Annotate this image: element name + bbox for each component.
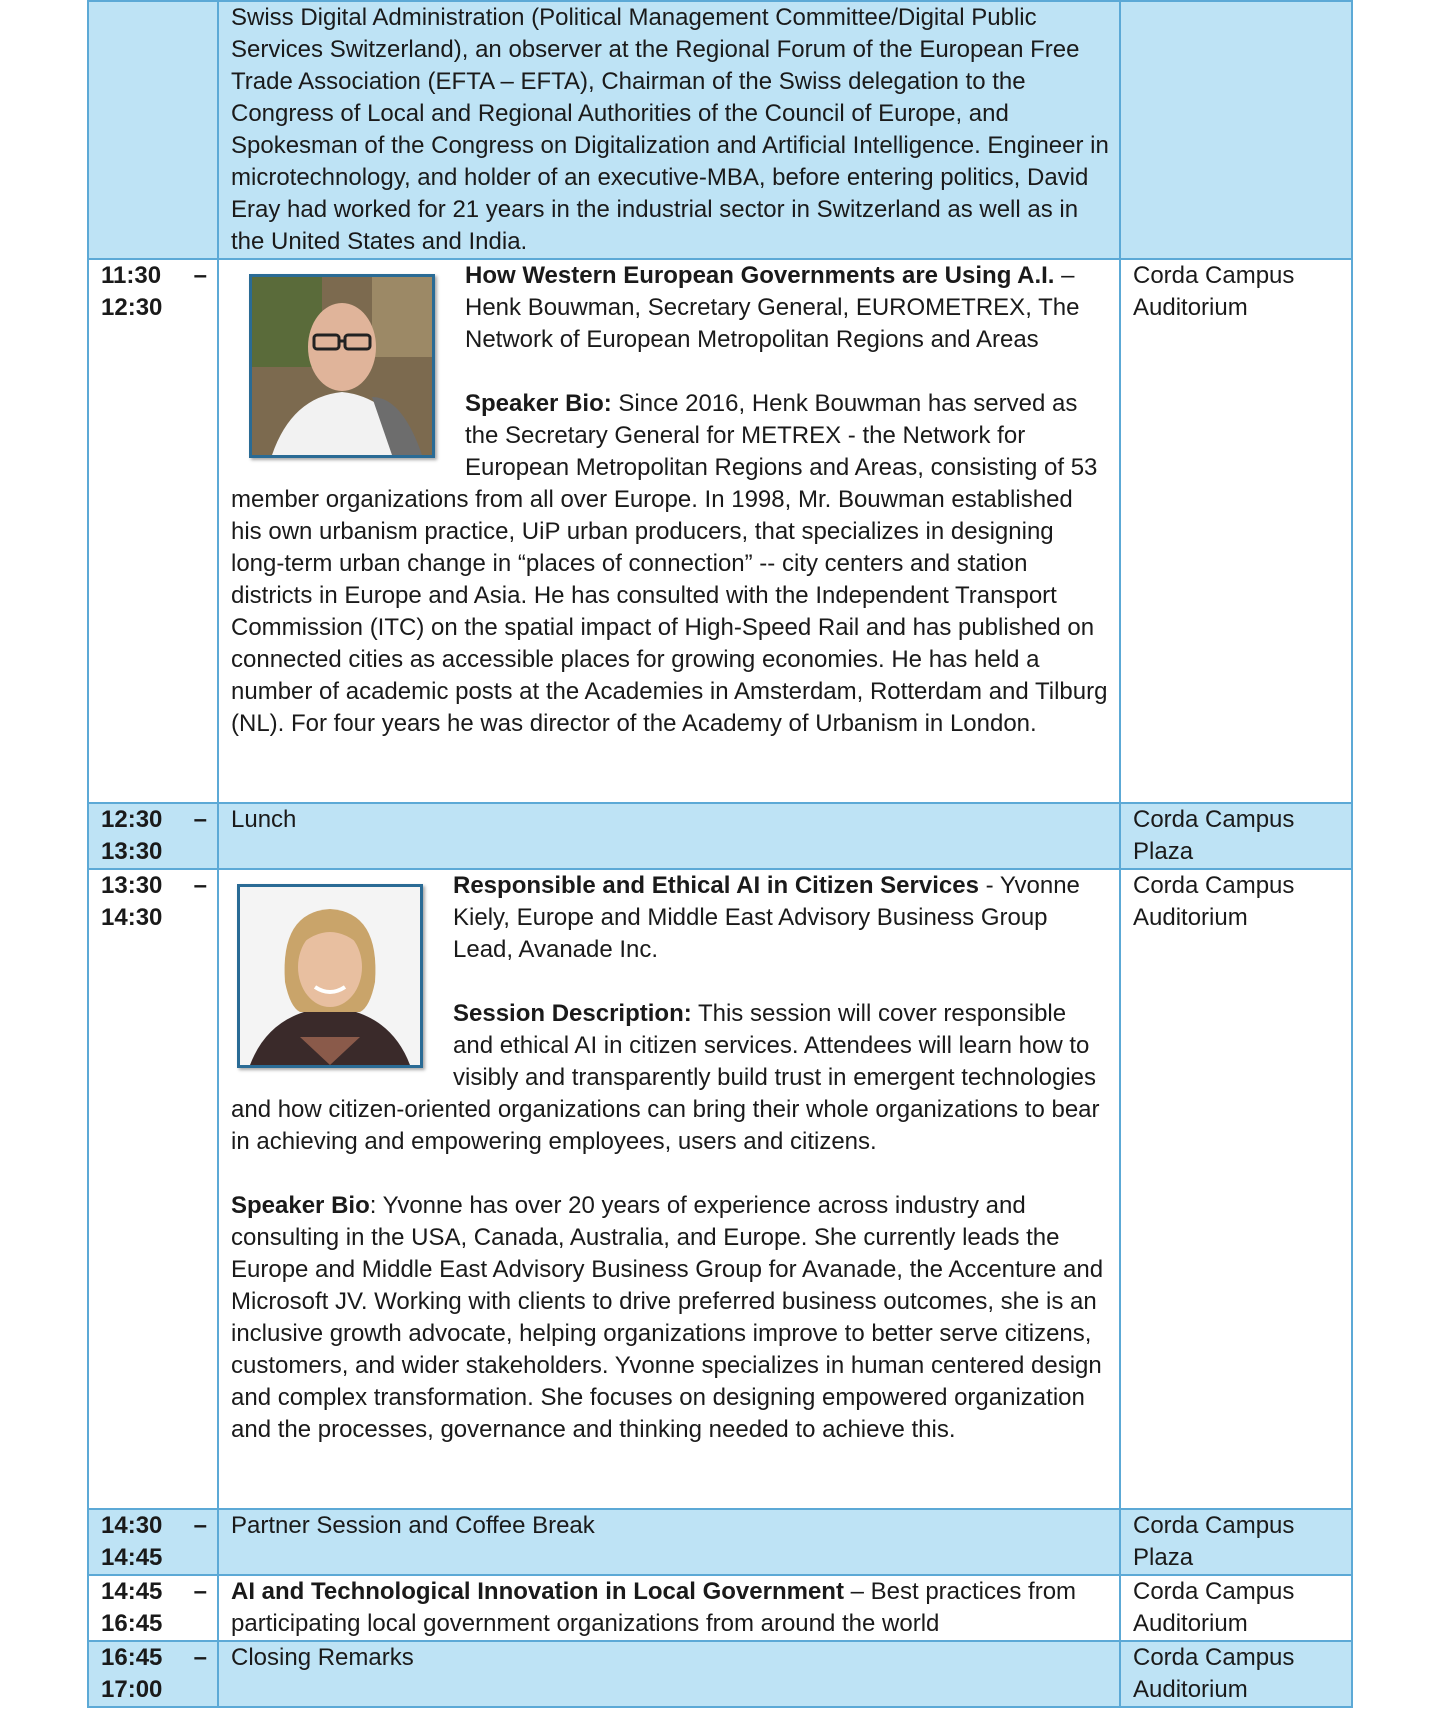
- agenda-row: [88, 803, 1352, 869]
- time-cell: [88, 869, 218, 1509]
- speaker-photo-yvonne-kiely: [237, 884, 423, 1068]
- start-time: 12:30: [101, 806, 163, 833]
- start-time: 13:30: [101, 872, 163, 899]
- agenda-row: [88, 259, 1352, 803]
- time-dash: –: [193, 1512, 207, 1539]
- start-time: 14:45: [101, 1578, 163, 1605]
- session-speaker: – Henk Bouwman, Secretary General, EUROMETREX, The Network of European Metropolitan Regions and Areas: [465, 262, 1080, 353]
- end-time: 14:45: [101, 1544, 163, 1571]
- location-text: Corda Campus Auditorium: [1133, 1644, 1295, 1703]
- time-cell: [88, 1, 218, 259]
- end-time: 14:30: [101, 904, 163, 931]
- start-time: 16:45: [101, 1644, 163, 1671]
- speaker-bio-continued: Swiss Digital Administration (Political Management Committee/Digital Public Services Switzerland), an observer at the Regional Forum of the European Free Trade Association (EFTA – EFTA), Chairman of the Swiss delegation to the Congress of Local and Regional Authorities of the Council of Europe, and Spokesman of the Congress on Digitalization and Artificial Intelligence. Engineer in microtechnology, and holder of an executive-MBA, before entering politics, David Eray had worked for 21 years in the industrial sector in Switzerland as well as in the United States and India.: [231, 4, 1109, 255]
- time-dash: –: [193, 872, 207, 899]
- location-text: Corda Campus Plaza: [1133, 1512, 1295, 1571]
- agenda-row: [88, 1641, 1352, 1707]
- start-time: 11:30: [101, 262, 162, 289]
- time-cell: [88, 1575, 218, 1641]
- description-cell: [218, 869, 1120, 1509]
- speaker-photo-henk-bouwman: [249, 274, 435, 458]
- end-time: 16:45: [101, 1610, 163, 1637]
- location-cell: [1120, 1509, 1352, 1575]
- session-title: Closing Remarks: [231, 1644, 414, 1671]
- agenda-row: [88, 869, 1352, 1509]
- start-time: 14:30: [101, 1512, 163, 1539]
- speaker-bio-label: Speaker Bio: [231, 1192, 370, 1219]
- speaker-bio-text: : Yvonne has over 20 years of experience across industry and consulting in the USA, Canada, Australia, and Europe. She currently leads the Europe and Middle East Advisory Business Group for Avanade, the Accenture and Microsoft JV. Working with clients to drive preferred business outcomes, she is an inclusive growth advocate, helping organizations improve to better serve citizens, customers, and wider stakeholders. Yvonne specializes in human centered design and complex transformation. She focuses on designing empowered organization and the processes, governance and thinking needed to achieve this.: [231, 1192, 1104, 1443]
- speaker-bio-text: Since 2016, Henk Bouwman has served as the Secretary General for METREX - the Network for European Metropolitan Regions and Areas, consisting of 53 member organizations from all over Europe. In 1998, Mr. Bouwman established his own urbanism practice, UiP urban producers, that specializes in designing long-term urban change in “places of connection” -- city centers and station districts in Europe and Asia. He has consulted with the Independent Transport Commission (ITC) on the spatial impact of High-Speed Rail and has published on connected cities as accessible places for growing economies. He has held a number of academic posts at the Academies in Amsterdam, Rotterdam and Tilburg (NL). For four years he was director of the Academy of Urbanism in London.: [231, 390, 1108, 737]
- session-description-label: Session Description:: [453, 1000, 692, 1027]
- location-text: Corda Campus Plaza: [1133, 806, 1295, 865]
- location-cell: [1120, 259, 1352, 803]
- location-cell: [1120, 803, 1352, 869]
- location-cell: [1120, 1641, 1352, 1707]
- agenda-table: [87, 0, 1353, 1708]
- location-cell: [1120, 1575, 1352, 1641]
- location-text: Corda Campus Auditorium: [1133, 872, 1295, 931]
- time-cell: [88, 1509, 218, 1575]
- session-description-text: This session will cover responsible and ethical AI in citizen services. Attendees will learn how to visibly and transparently build trust in emergent technologies and how citizen-oriented organizations can bring their whole organizations to bear in achieving and empowering employees, users and citizens.: [231, 1000, 1100, 1155]
- location-text: Corda Campus Auditorium: [1133, 262, 1295, 321]
- location-cell: [1120, 869, 1352, 1509]
- location-cell: [1120, 1, 1352, 259]
- end-time: 12:30: [101, 294, 163, 321]
- session-speaker: – Best practices from participating local government organizations from around the world: [231, 1578, 1077, 1637]
- description-cell: [218, 1575, 1120, 1641]
- time-dash: –: [193, 262, 207, 289]
- agenda-row: [88, 1, 1352, 259]
- time-cell: [88, 259, 218, 803]
- speaker-bio-label: Speaker Bio:: [465, 390, 612, 417]
- description-cell: [218, 803, 1120, 869]
- session-title: Partner Session and Coffee Break: [231, 1512, 595, 1539]
- time-dash: –: [193, 806, 207, 833]
- time-dash: –: [193, 1644, 207, 1671]
- session-speaker: - Yvonne Kiely, Europe and Middle East Advisory Business Group Lead, Avanade Inc.: [453, 872, 1080, 963]
- description-cell: [218, 259, 1120, 803]
- session-title: How Western European Governments are Using A.I.: [465, 262, 1055, 289]
- end-time: 17:00: [101, 1676, 163, 1703]
- session-title: Lunch: [231, 806, 297, 833]
- description-cell: [218, 1509, 1120, 1575]
- description-cell: [218, 1641, 1120, 1707]
- session-title: AI and Technological Innovation in Local Government: [231, 1578, 844, 1605]
- time-cell: [88, 1641, 218, 1707]
- time-cell: [88, 803, 218, 869]
- end-time: 13:30: [101, 838, 163, 865]
- location-text: Corda Campus Auditorium: [1133, 1578, 1295, 1637]
- agenda-row: [88, 1509, 1352, 1575]
- description-cell: [218, 1, 1120, 259]
- session-title: Responsible and Ethical AI in Citizen Services: [453, 872, 979, 899]
- time-dash: –: [193, 1578, 207, 1605]
- agenda-row: [88, 1575, 1352, 1641]
